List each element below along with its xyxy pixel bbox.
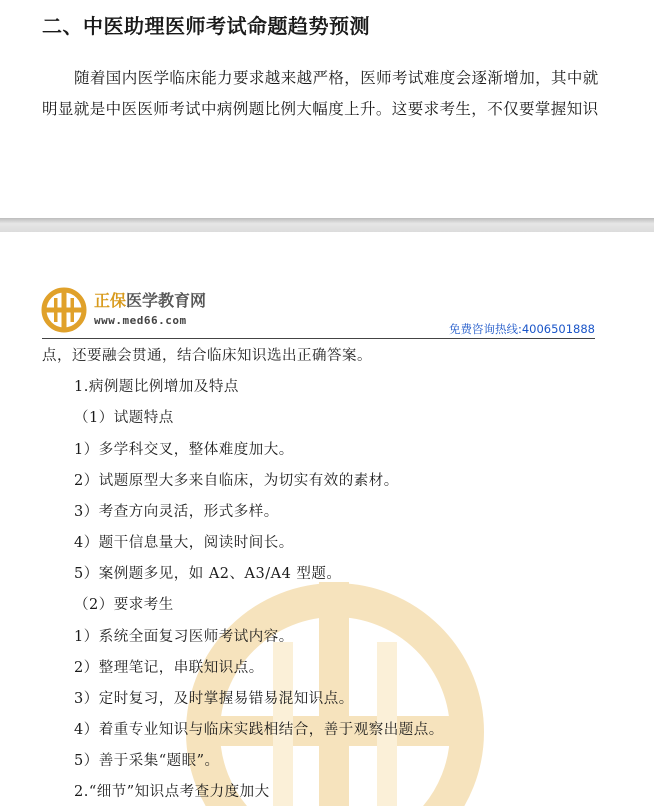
body-line: （1）试题特点 <box>74 410 174 426</box>
body-line: 5）善于采集“题眼”。 <box>74 753 220 769</box>
page-bottom <box>0 232 654 806</box>
body-line: 3）考查方向灵活，形式多样。 <box>74 504 279 520</box>
body-line: 5）案例题多见，如 A2、A3/A4 型题。 <box>74 566 342 582</box>
paragraph-line: 明显就是中医医师考试中病例题比例大幅度上升。这要求考生，不仅要掌握知识 <box>42 100 599 118</box>
header-rule <box>42 338 595 339</box>
body-line: 1）系统全面复习医师考试内容。 <box>74 629 294 645</box>
body-line: 2.“细节”知识点考查力度加大 <box>74 784 270 800</box>
body-line: 2）整理笔记，串联知识点。 <box>74 660 264 676</box>
body-line: 4）着重专业知识与临床实践相结合，善于观察出题点。 <box>74 722 444 738</box>
body-line: 3）定时复习，及时掌握易错易混知识点。 <box>74 691 354 707</box>
body-line: 4）题干信息量大，阅读时间长。 <box>74 535 294 551</box>
brand-name: 正保医学教育网 <box>94 291 207 310</box>
body-line: （2）要求考生 <box>74 597 174 613</box>
hotline: 免费咨询热线:4006501888 <box>448 322 595 336</box>
brand-emblem-icon <box>40 286 88 334</box>
body-line: 1）多学科交叉，整体难度加大。 <box>74 442 294 458</box>
body-line: 点，还要融会贯通，结合临床知识选出正确答案。 <box>42 348 372 364</box>
brand-logo <box>40 286 220 334</box>
page-top <box>0 0 654 218</box>
body-line: 2）试题原型大多来自临床，为切实有效的素材。 <box>74 473 399 489</box>
page-separator <box>0 218 654 232</box>
brand-url: www.med66.com <box>94 314 187 327</box>
paragraph-line: 随着国内医学临床能力要求越来越严格，医师考试难度会逐渐增加，其中就 <box>74 69 599 87</box>
body-line: 1.病例题比例增加及特点 <box>74 379 239 395</box>
section-heading: 二、中医助理医师考试命题趋势预测 <box>42 14 370 38</box>
